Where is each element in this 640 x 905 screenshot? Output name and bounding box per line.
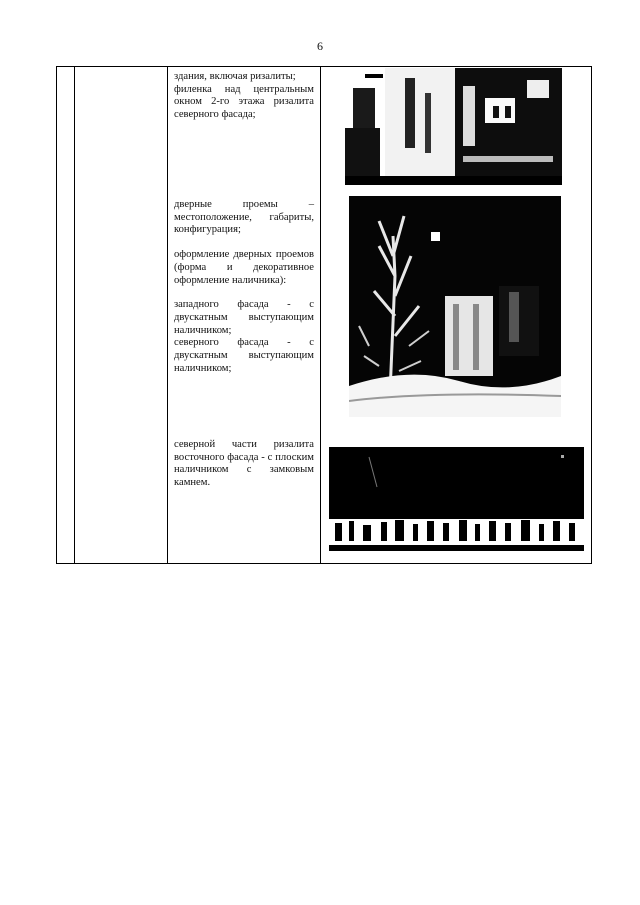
text-block-doors xyxy=(174,199,314,439)
text-block-east xyxy=(174,439,314,490)
spacer-paragraph xyxy=(174,287,314,299)
description-paragraph: северного фасада - с двускатным выступающим наличником; xyxy=(174,337,314,374)
description-paragraph: филенка над центральным окном 2-го этажа ризалита северного фасада; xyxy=(174,83,314,121)
table-row xyxy=(57,67,592,564)
doorway-photo xyxy=(349,196,561,417)
photo-cell xyxy=(321,67,592,564)
heritage-table xyxy=(56,66,592,564)
night-photo xyxy=(329,447,584,551)
facade-photo xyxy=(345,68,562,185)
description-paragraph: оформление дверных проемов (форма и декоративное оформление наличника): xyxy=(174,249,314,286)
page-number: 6 xyxy=(317,39,323,53)
name-cell xyxy=(75,67,168,564)
spacer-paragraph xyxy=(174,237,314,249)
description-paragraph: здания, включая ризалиты; xyxy=(174,71,296,82)
description-paragraph: дверные проемы – местоположение, габариты, конфигурация; xyxy=(174,199,314,236)
text-block-facade xyxy=(174,71,314,199)
description-paragraph: западного фасада - с двускатным выступающим наличником; xyxy=(174,299,314,336)
description-paragraph: северной части ризалита восточного фасада - с плоским наличником с замковым камнем. xyxy=(174,439,314,489)
number-cell xyxy=(57,67,75,564)
description-cell xyxy=(168,67,321,564)
